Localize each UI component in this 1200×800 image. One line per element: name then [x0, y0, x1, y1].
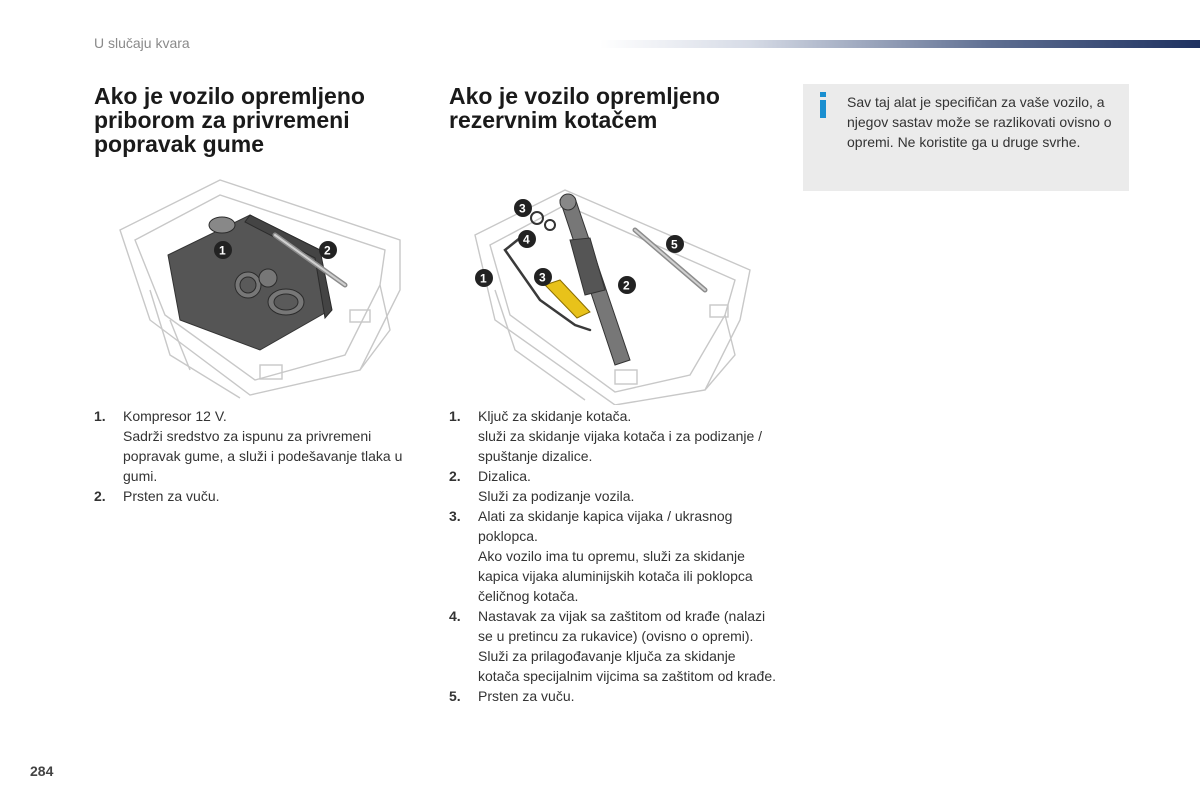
page-number: 284 — [30, 763, 54, 779]
item-description: Služi za prilagođavanje ključa za skidanje kotača specijalnim vijcima sa zaštitom od krađe. — [478, 648, 777, 684]
item-title: Prsten za vuču. — [123, 488, 220, 504]
header-bar — [600, 40, 1200, 48]
callout-3-top — [514, 199, 532, 217]
info-text: Sav taj alat je specifičan za vaše vozilo, a njegov sastav može se razlikovati ovisno o opremi. Ne koristite ga u druge svrhe. — [847, 94, 1112, 150]
callout-3-bottom — [534, 268, 552, 286]
info-box — [803, 84, 1129, 191]
svg-text:1: 1 — [219, 243, 226, 258]
item-number: 3. — [449, 508, 461, 524]
svg-text:4: 4 — [523, 232, 530, 247]
item-title: Dizalica. — [478, 468, 531, 484]
item-description: Sadrži sredstvo za ispunu za privremeni popravak gume, a služi i podešavanje tlaka u gumi. — [123, 428, 403, 484]
callout-2 — [319, 241, 337, 259]
list-item — [449, 406, 779, 466]
callout-2 — [618, 276, 636, 294]
item-description: služi za skidanje vijaka kotača i za podizanje / spuštanje dizalice. — [478, 428, 763, 464]
repair-kit-list — [94, 406, 424, 506]
list-item — [94, 486, 424, 506]
svg-text:3: 3 — [539, 270, 546, 285]
svg-text:3: 3 — [519, 201, 526, 216]
item-number: 2. — [94, 488, 106, 504]
spare-wheel-list — [449, 406, 779, 706]
item-description: Služi za podizanje vozila. — [478, 488, 635, 504]
item-number: 2. — [449, 468, 461, 484]
heading-spare-wheel: Ako je vozilo opremljeno rezervnim kotačem — [449, 83, 720, 133]
callout-4 — [518, 230, 536, 248]
item-title: Ključ za skidanje kotača. — [478, 408, 632, 424]
info-icon — [817, 92, 829, 118]
callout-1 — [214, 241, 232, 259]
list-item — [449, 466, 779, 506]
svg-text:2: 2 — [324, 243, 331, 258]
callout-5 — [666, 235, 684, 253]
svg-text:1: 1 — [480, 271, 487, 286]
item-title: Nastavak za vijak sa zaštitom od krađe (nalazi se u pretincu za rukavice) (ovisno o opremi). — [478, 608, 766, 644]
item-number: 4. — [449, 608, 461, 624]
list-item — [449, 686, 779, 706]
spare-wheel-tools-illustration — [465, 180, 760, 405]
item-number: 1. — [94, 408, 106, 424]
list-item — [449, 506, 779, 606]
heading-repair-kit: Ako je vozilo opremljeno priborom za privremeni popravak gume — [94, 83, 365, 157]
section-label: U slučaju kvara — [94, 35, 190, 51]
item-title: Prsten za vuču. — [478, 688, 575, 704]
list-item — [94, 406, 424, 486]
compressor-tray-illustration — [110, 170, 410, 400]
item-number: 1. — [449, 408, 461, 424]
item-description: Ako vozilo ima tu opremu, služi za skidanje kapica vijaka aluminijskih kotača ili poklopca čeličnog kotača. — [478, 548, 753, 604]
svg-text:2: 2 — [623, 278, 630, 293]
item-title: Alati za skidanje kapica vijaka / ukrasnog poklopca. — [478, 508, 733, 544]
svg-text:5: 5 — [671, 237, 678, 252]
callout-1 — [475, 269, 493, 287]
item-title: Kompresor 12 V. — [123, 408, 227, 424]
item-number: 5. — [449, 688, 461, 704]
list-item — [449, 606, 779, 686]
